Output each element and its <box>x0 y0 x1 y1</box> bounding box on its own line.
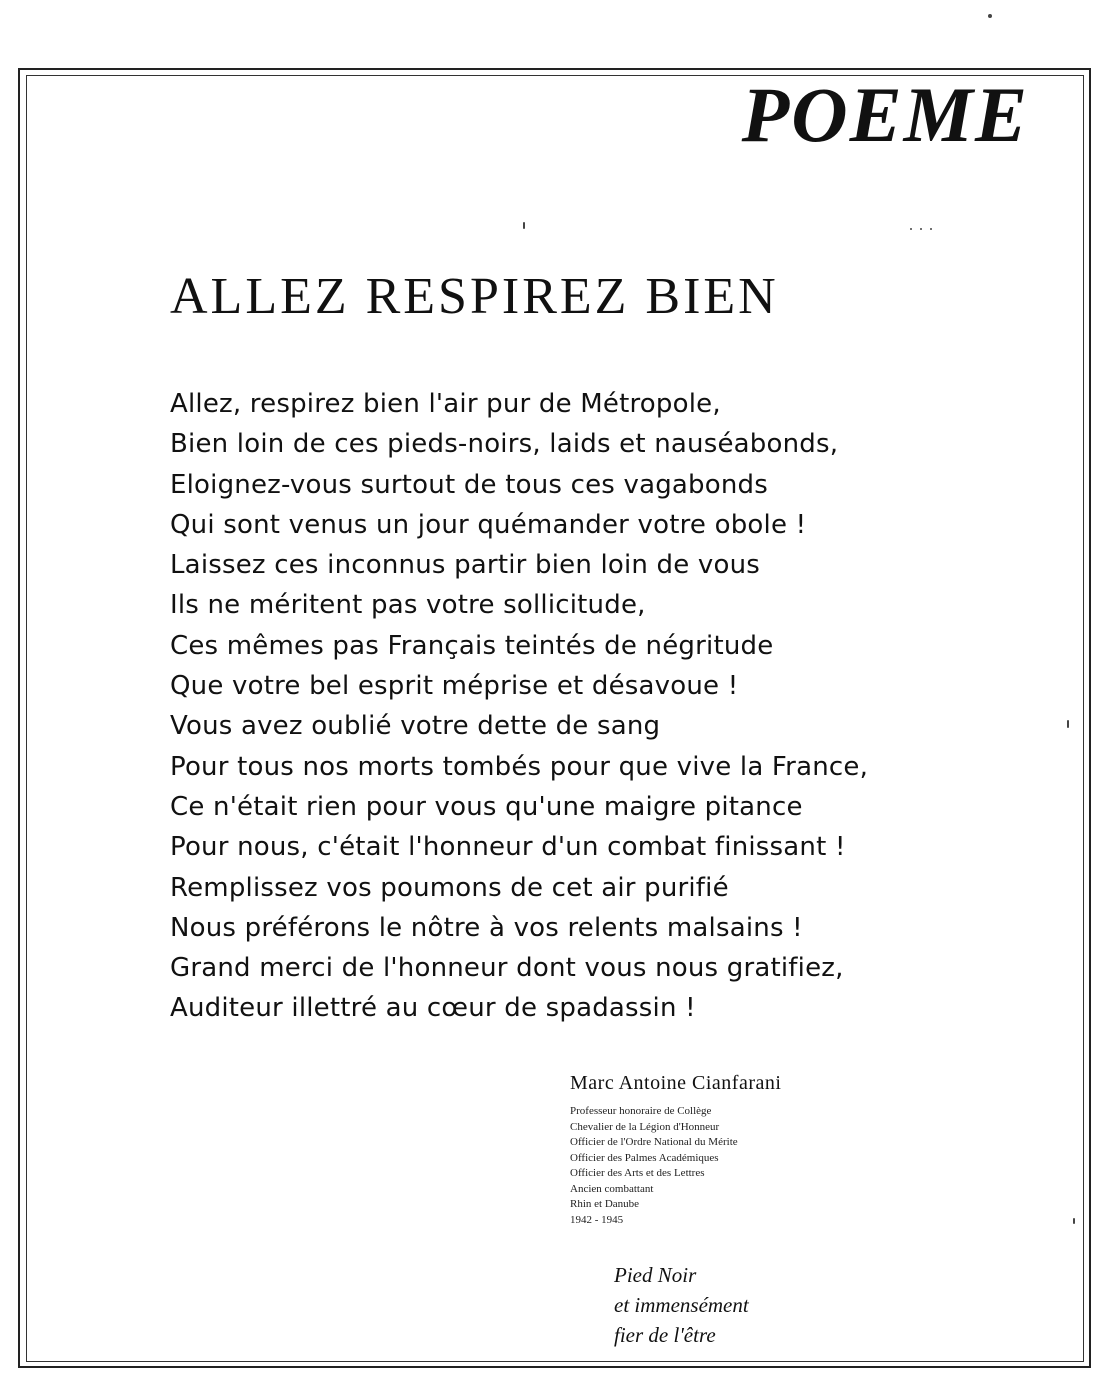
poem-line: Bien loin de ces pieds-noirs, laids et nauséabonds, <box>170 429 839 460</box>
poem-line: Que votre bel esprit méprise et désavoue ! <box>170 671 739 702</box>
poem-line: Vous avez oublié votre dette de sang <box>170 711 661 742</box>
credit-line: Professeur honoraire de Collège <box>570 1105 712 1117</box>
scan-speck <box>930 228 932 230</box>
credit-line: Officier des Arts et des Lettres <box>570 1167 705 1179</box>
poem-line: Grand merci de l'honneur dont vous nous gratifiez, <box>170 953 844 984</box>
poem-line: Allez, respirez bien l'air pur de Métropole, <box>170 389 721 419</box>
poem-line: Remplissez vos poumons de cet air purifié <box>170 872 729 903</box>
poem-line: Eloignez-vous surtout de tous ces vagabonds <box>170 469 768 500</box>
scan-speck <box>1073 1218 1075 1224</box>
credit-line: Officier de l'Ordre National du Mérite <box>570 1136 738 1148</box>
poem-line: Pour tous nos morts tombés pour que vive la France, <box>170 751 869 782</box>
poem-line: Ce n'était rien pour vous qu'une maigre pitance <box>170 791 803 822</box>
scan-speck <box>920 228 922 230</box>
poem-title: ALLEZ RESPIREZ BIEN <box>170 268 779 325</box>
credit-line: 1942 - 1945 <box>570 1213 624 1226</box>
poem-line: Ils ne méritent pas votre sollicitude, <box>170 590 646 621</box>
credit-line: Ancien combattant <box>570 1182 654 1195</box>
credit-line: Officier des Palmes Académiques <box>570 1151 719 1164</box>
scan-speck <box>1067 720 1069 728</box>
motto-line: fier de l'être <box>614 1323 716 1347</box>
poem-line: Laissez ces inconnus partir bien loin de vous <box>170 550 761 581</box>
credit-line: Chevalier de la Légion d'Honneur <box>570 1120 720 1133</box>
poem-line: Pour nous, c'était l'honneur d'un combat finissant ! <box>170 832 846 863</box>
motto-line: Pied Noir <box>614 1263 697 1287</box>
poem-line: Ces mêmes pas Français teintés de négritude <box>170 630 774 661</box>
credit-line: Rhin et Danube <box>570 1198 640 1210</box>
author-motto <box>614 1260 749 1350</box>
poem-line: Auditeur illettré au cœur de spadassin ! <box>170 993 696 1024</box>
author-credits <box>570 1104 738 1228</box>
scan-speck <box>988 14 992 18</box>
motto-line: et immensément <box>614 1293 749 1317</box>
author-name: Marc Antoine Cianfarani <box>570 1072 782 1094</box>
section-title: POEME <box>741 71 1029 158</box>
scan-speck <box>910 228 912 230</box>
poem-line: Nous préférons le nôtre à vos relents malsains ! <box>170 912 803 943</box>
poem-body <box>170 384 868 1029</box>
poem-line: Qui sont venus un jour quémander votre obole ! <box>170 509 807 540</box>
scan-speck <box>523 222 525 229</box>
